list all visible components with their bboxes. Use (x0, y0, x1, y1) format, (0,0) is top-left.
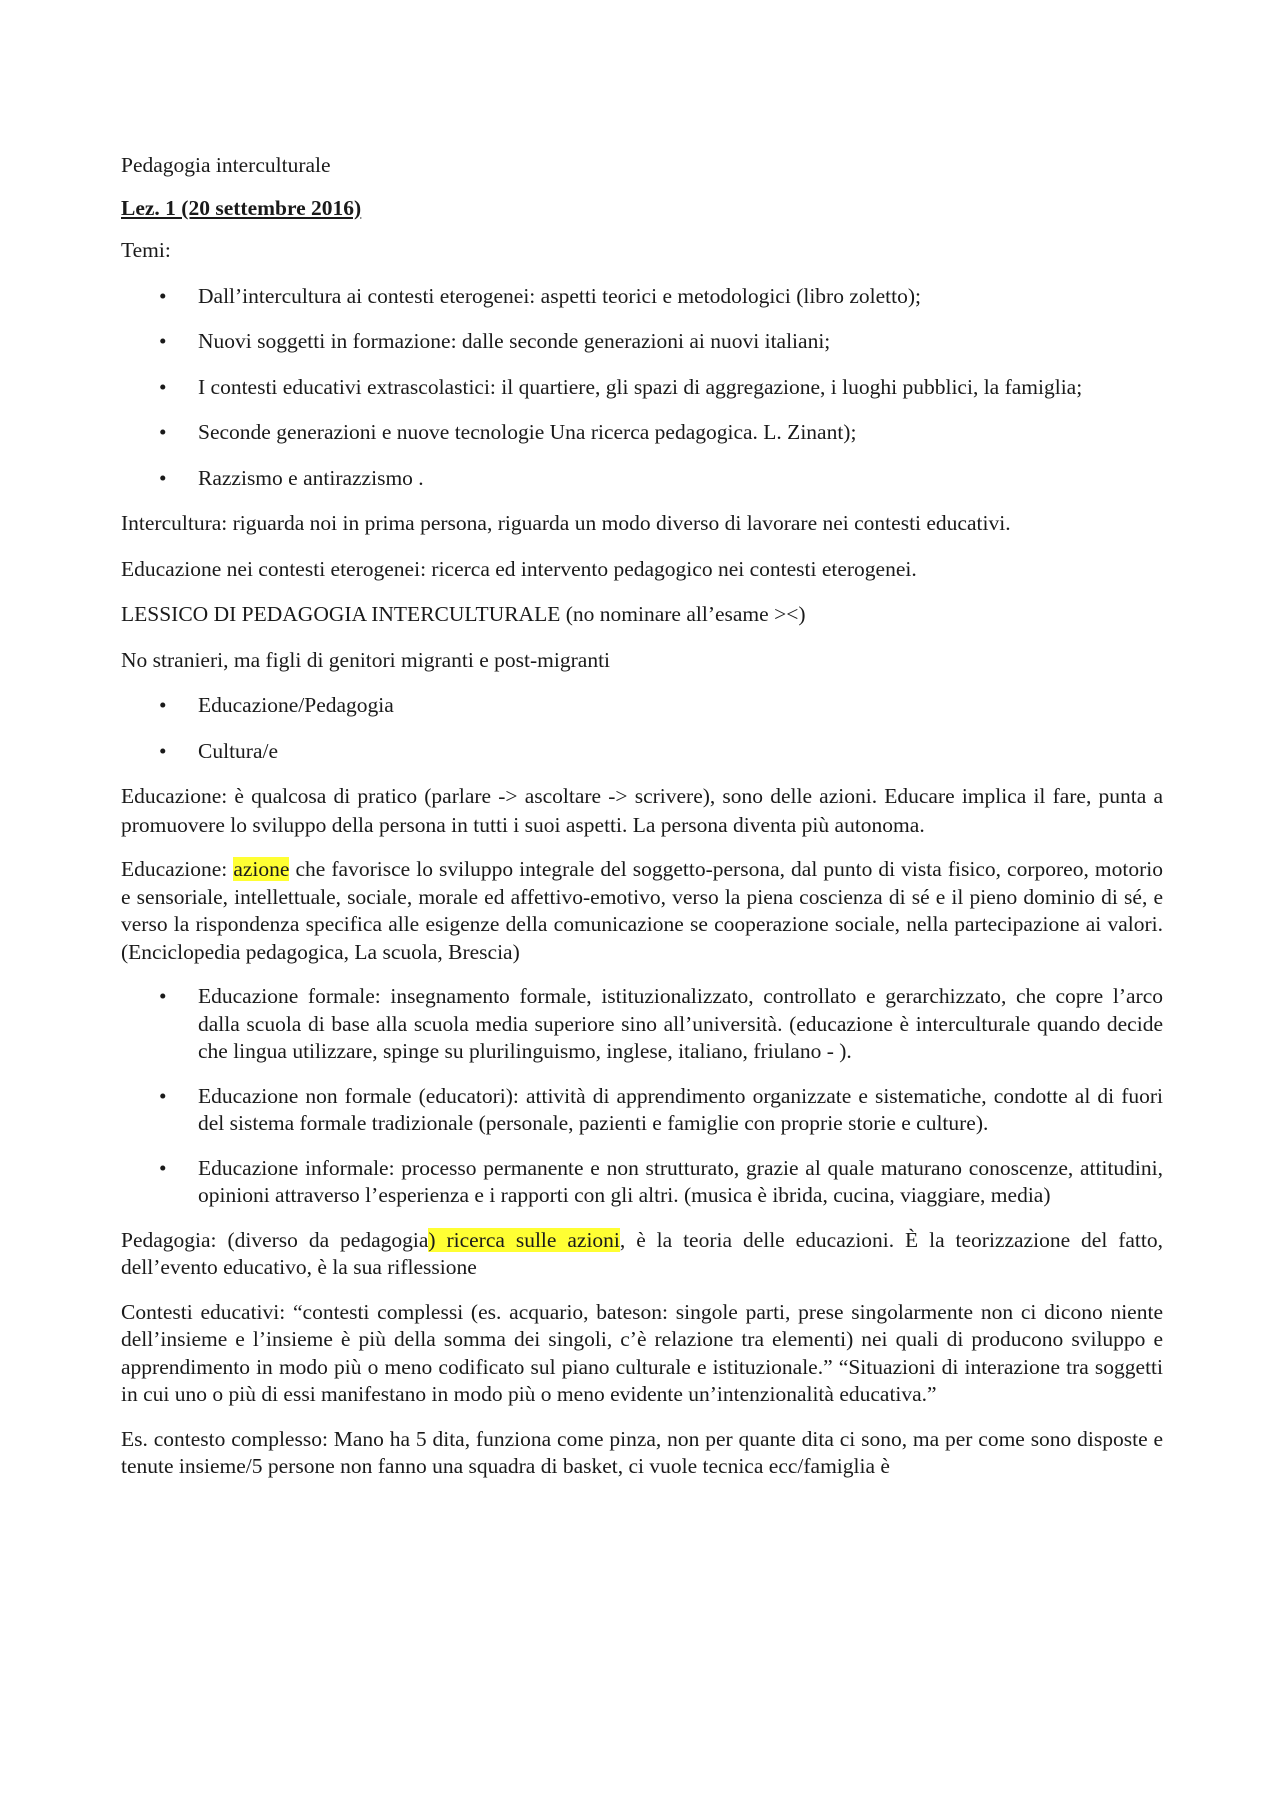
pedagogia-def: Pedagogia: (diverso da pedagogia) ricerca sulle azioni, è la teoria delle educazioni. È la teorizzazione del fatto, dell’evento educativo, è la sua riflessione (121, 1227, 1163, 1279)
bullet: • (159, 420, 167, 444)
bullet: • (159, 738, 167, 763)
document-title: Pedagogia interculturale (121, 153, 331, 177)
list-item: • Educazione/Pedagogia (121, 691, 1163, 720)
list-item: • Educazione non formale (educatori): attività di apprendimento organizzate e sistematiche, condotte al di fuori del sistema formale tradizionale (personale, pazienti e famiglie con proprie storie e culture). (159, 1083, 1163, 1135)
highlight-ricerca: ) ricerca sulle azioni (428, 1227, 620, 1252)
list-item: • Nuovi soggetti in formazione: dalle seconde generazioni ai nuovi italiani; (121, 327, 1163, 356)
esempio-paragraph: Es. contesto complesso: Mano ha 5 dita, funziona come pinza, non per quante dita ci sono, ma per come sono disposte e tenute insieme/5 persone non fanno una squadra di basket, ci vuole tecnica ecc/famiglia è (121, 1426, 1163, 1478)
bullet: • (159, 283, 167, 308)
lesson-heading: Lez. 1 (20 settembre 2016) (121, 195, 362, 220)
document-body (121, 151, 1163, 1498)
tipi-educazione-list (121, 983, 1163, 1210)
bullet: • (159, 1155, 167, 1180)
temi-list (121, 282, 1163, 493)
list-item: • Educazione informale: processo permanente e non strutturato, grazie al quale maturano conoscenze, attitudini, opinioni attraverso l’esperienza e i rapporti con gli altri. (musica è ibrida, cucina, viaggiare, media) (159, 1155, 1163, 1207)
bullet: • (159, 374, 167, 399)
no-stranieri-paragraph: No stranieri, ma figli di genitori migranti e post-migranti (121, 647, 611, 672)
educazione-def-1: Educazione: è qualcosa di pratico (parlare -> ascoltare -> scrivere), sono delle azioni. Educare implica il fare, punta a promuovere lo sviluppo della persona in tutti i suoi aspetti. La persona diventa più autonoma. (121, 784, 1163, 837)
intercultura-paragraph: Intercultura: riguarda noi in prima persona, riguarda un modo diverso di lavorare nei contesti educativi. (121, 511, 1011, 535)
list-item: • Razzismo e antirazzismo . (121, 464, 1163, 493)
contesti-educativi-paragraph: Contesti educativi: “contesti complessi (es. acquario, bateson: singole parti, prese singolarmente non ci dicono niente dell’insieme e l’insieme è più della somma dei singoli, c’è relazione tra elementi) nei quali di producono sviluppo e apprendimento in modo più o meno codificato sul piano culturale e istituzionale.” “Situazioni di interazione tra soggetti in cui uno o più di essi manifestano in modo più o meno evidente un’intenzionalità educativa.” (121, 1299, 1163, 1406)
temi-label: Temi: (121, 238, 171, 262)
bullet: • (159, 465, 167, 490)
list-item: • Educazione formale: insegnamento formale, istituzionalizzato, controllato e gerarchizzato, che copre l’arco dalla scuola di base alla scuola media superiore sino all’università. (educazione è interculturale quando decide che lingua utilizzare, spinge su plurilinguismo, inglese, italiano, friulano - ). (159, 984, 1163, 1063)
bullet: • (159, 984, 167, 1008)
lessico-heading: LESSICO DI PEDAGOGIA INTERCULTURALE (no nominare all’esame ><) (121, 602, 806, 626)
list-item: • Seconde generazioni e nuove tecnologie Una ricerca pedagogica. L. Zinant); (121, 418, 1163, 447)
list-item: • Cultura/e (121, 737, 1163, 766)
bullet: • (159, 1083, 167, 1108)
educazione-def-2: Educazione: azione che favorisce lo sviluppo integrale del soggetto-persona, dal punto di vista fisico, corporeo, motorio e sensoriale, intellettuale, sociale, morale ed affettivo-emotivo, verso la piena coscienza di sé e il pieno dominio di sé, e verso la rispondenza specifica alle esigenze della comunicazione se cooperazione sociale, nella partecipazione ai valori. (Enciclopedia pedagogica, La scuola, Brescia) (121, 857, 1163, 964)
highlight-azione: azione (233, 857, 290, 881)
educazione-contesti-paragraph: Educazione nei contesti eterogenei: ricerca ed intervento pedagogico nei contesti eterogenei. (121, 556, 917, 581)
bullet: • (159, 329, 167, 353)
list-item: • Dall’intercultura ai contesti eterogenei: aspetti teorici e metodologici (libro zoletto); (121, 282, 1163, 311)
bullet: • (159, 693, 167, 717)
list-item: • I contesti educativi extrascolastici: il quartiere, gli spazi di aggregazione, i luoghi pubblici, la famiglia; (121, 373, 1163, 402)
lessico-list (121, 691, 1163, 765)
